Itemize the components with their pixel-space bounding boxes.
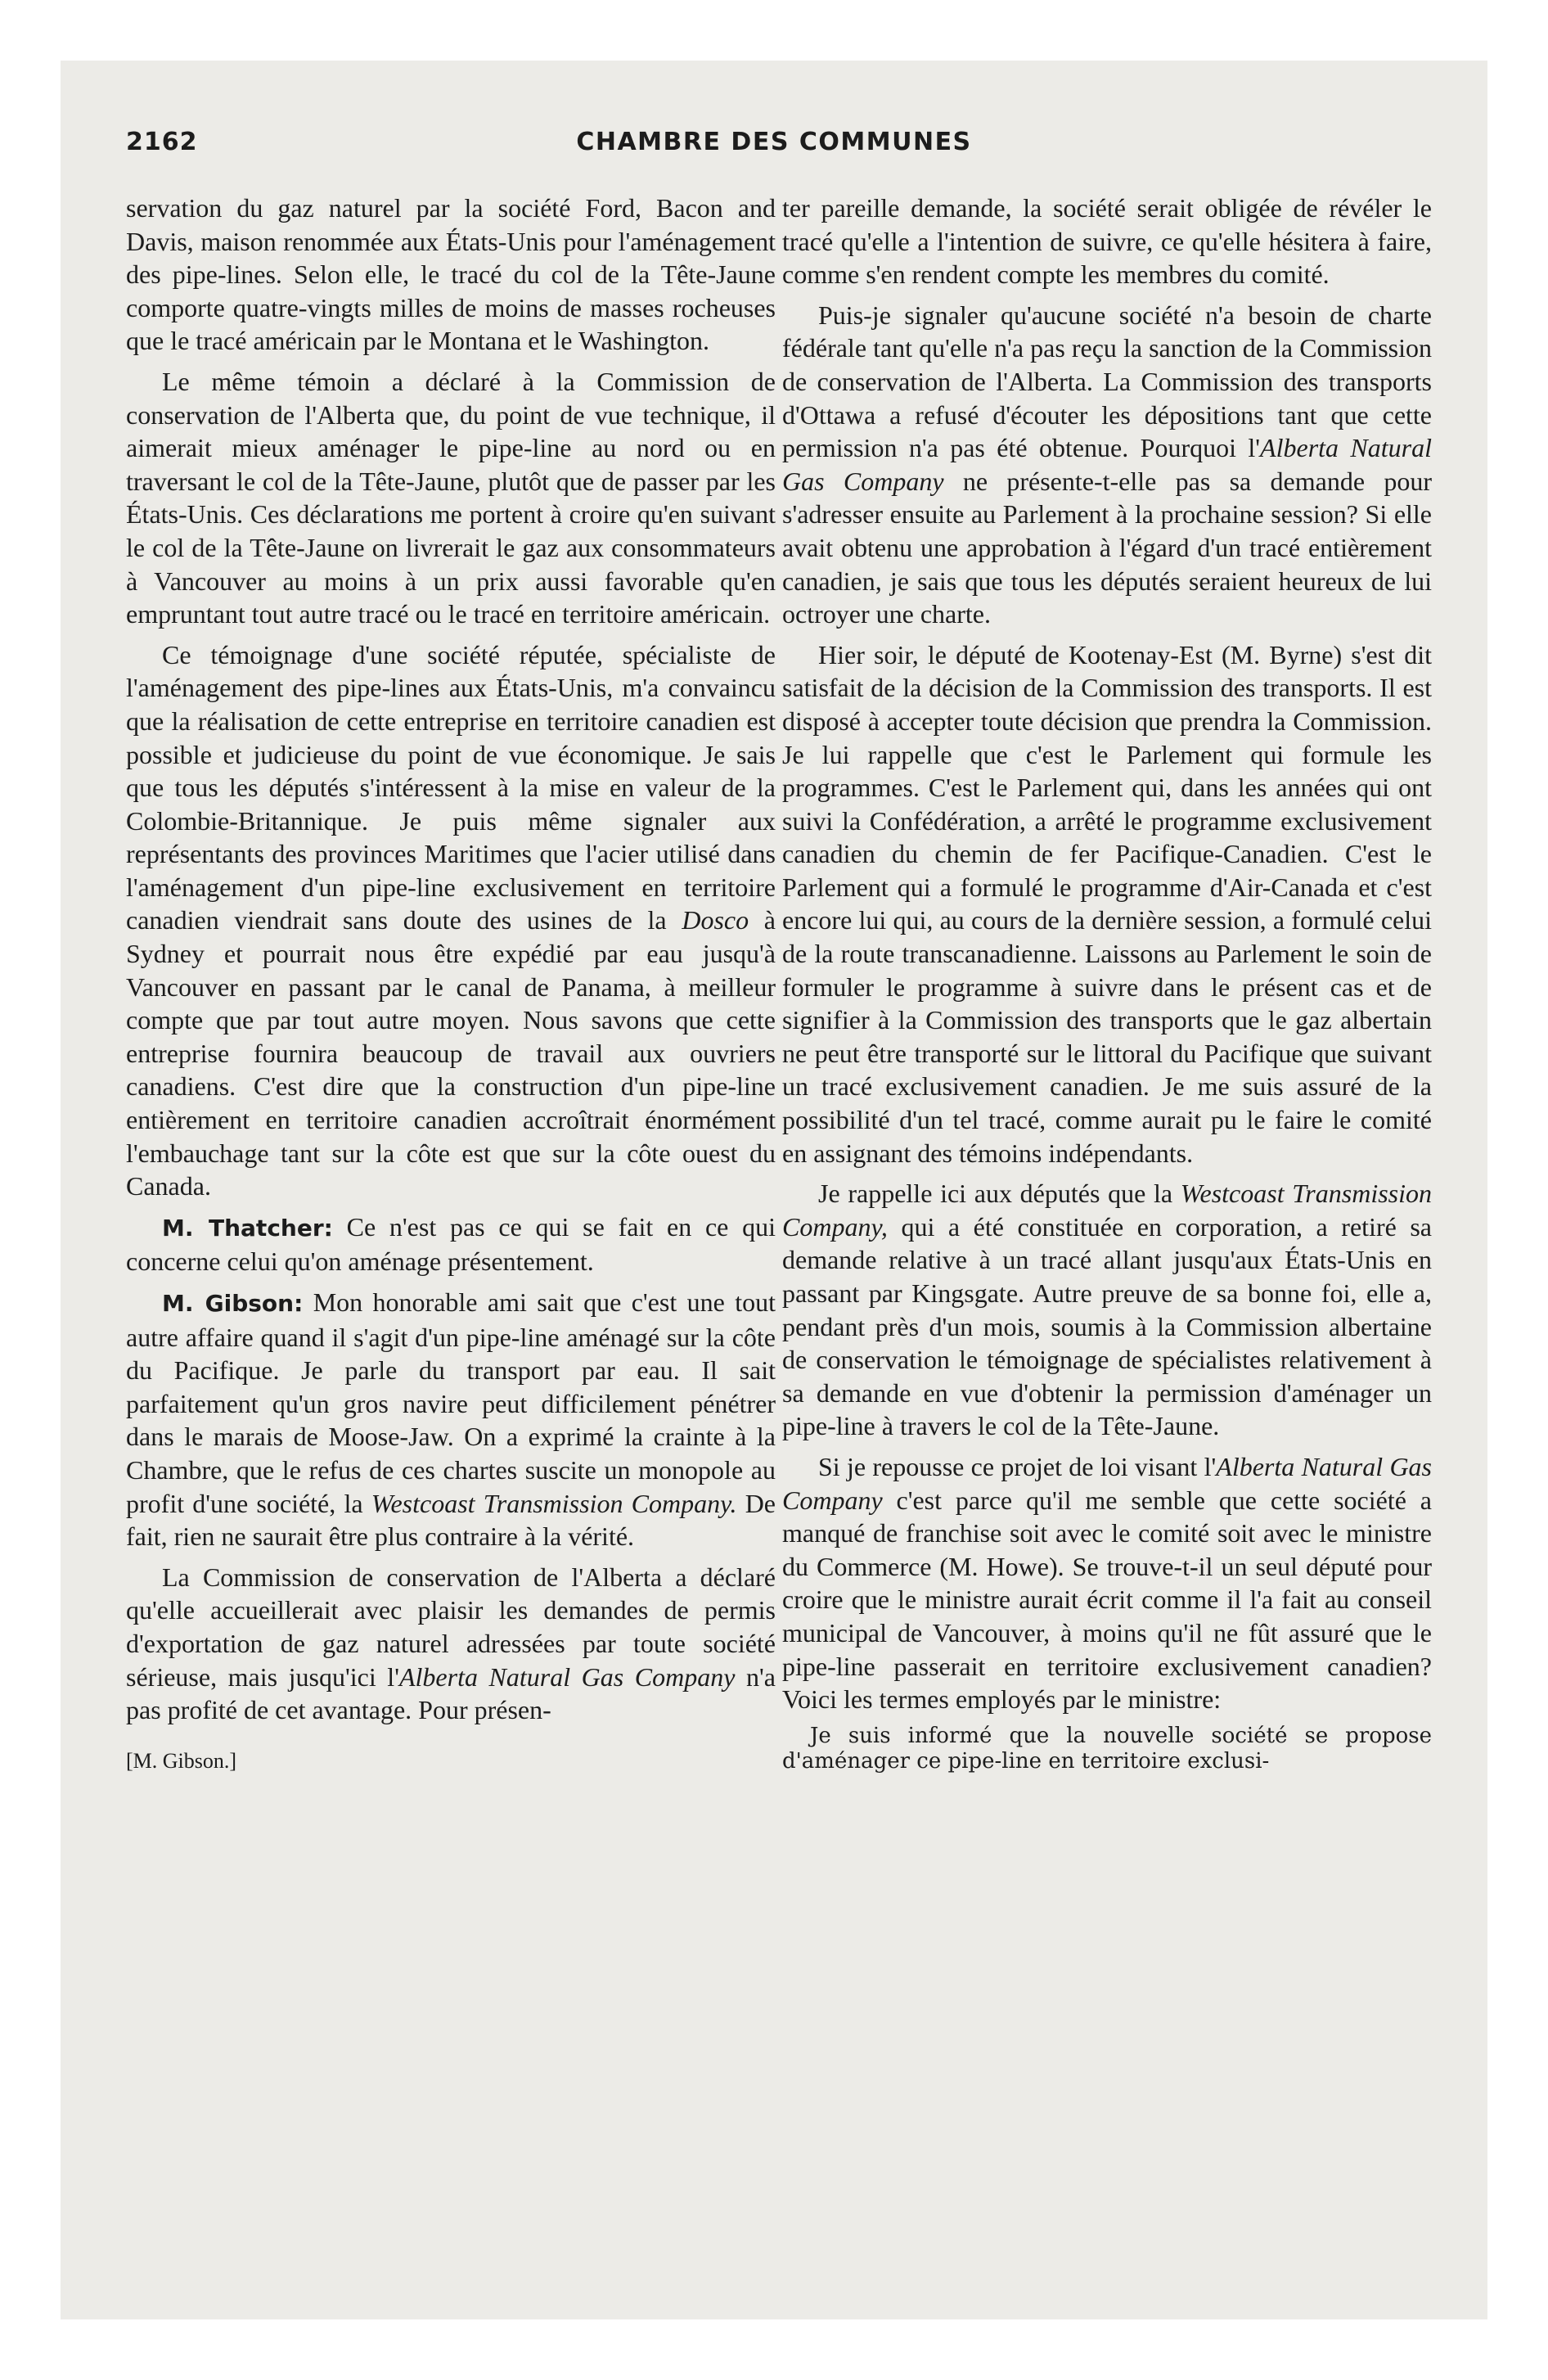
text-run: Mon honorable ami sait que c'est une tout autre affaire quand il s'agit d'un pipe-line aménagé sur la côte du Pacifique. Je parle du transport par eau. Il sait parfaitement qu'un gros navire peut difficilement pénétrer dans le marais de Moose-Jaw. On a exprimé la crainte à la Chambre, que le refus de ces chartes suscite un monopole au profit d'une société, la [126, 1287, 776, 1518]
speaker-name: M. Thatcher: [162, 1214, 333, 1242]
text-run: Ce n'est pas ce qui se fait en ce qui concerne celui qu'on aménage présentement. [126, 1211, 776, 1277]
right-column [782, 192, 1432, 1774]
italic-run: Alberta Natural Gas Company [782, 433, 1433, 496]
speaker-footer-tag: [M. Gibson.] [126, 1748, 237, 1773]
text-run: qui a été constituée en corporation, a retiré sa demande relative à un tracé allant jusqu'aux États-Unis en passant par Kingsgate. Autre preuve de sa bonne foi, elle a, pendant près d'un mois, soumis à la Commission albertaine de conservation le témoignage de spécialistes relativement à sa demande en vue d'obtenir la permission d'aménager un pipe-line à travers le col de la Tête-Jaune. [782, 1211, 1432, 1441]
italic-run: Alberta Natural Gas Company [398, 1661, 736, 1692]
paragraph: ter pareille demande, la société serait obligée de révéler le tracé qu'elle a l'intention de suivre, ce qu'elle hésitera à faire, comme s'en rendent compte les membres du comité. [782, 193, 1432, 290]
block-quote: Je suis informé que la nouvelle société se propose d'aménager ce pipe-line en territoire exclusi- [782, 1723, 1432, 1774]
speaker-name: M. Gibson: [162, 1290, 304, 1317]
text-run: De fait, rien ne saurait être plus contraire à la vérité. [126, 1488, 776, 1552]
text-run: c'est parce qu'il me semble que cette société a manqué de franchise soit avec le comité soit avec le ministre du Commerce (M. Howe). Se trouve-t-il un seul député pour croire que le ministre aurait écrit comme il l'a fait au conseil municipal de Vancouver, à moins qu'il ne fût assuré que le pipe-line passerait en territoire exclusivement canadien? Voici les termes employés par le ministre: [782, 1485, 1432, 1715]
paragraph: Le même témoin a déclaré à la Commission de conservation de l'Alberta que, du point de vue technique, il aimerait mieux aménager le pipe-line au nord ou en traversant le col de la Tête-Jaune, plutôt que de passer par les États-Unis. Ces déclarations me portent à croire qu'en suivant le col de la Tête-Jaune on livrerait le gaz aux consommateurs à Vancouver au moins à un prix aussi favorable qu'en empruntant tout autre tracé ou le tracé en territoire américain. [126, 366, 776, 629]
paragraph: Hier soir, le député de Kootenay-Est (M. Byrne) s'est dit satisfait de la décision de la Commission des transports. Il est disposé à accepter toute décision que prendra la Commission. Je lui rappelle que c'est le Parlement qui formule les programmes. C'est le Parlement qui, dans les années qui ont suivi la Confédération, a arrêté le programme exclusivement canadien du chemin de fer Pacifique-Canadien. C'est le Parlement qui a formulé le programme d'Air-Canada et c'est encore lui qui, au cours de la dernière session, a formulé celui de la route transcanadienne. Laissons au Parlement le soin de formuler le programme à suivre dans le présent cas et de signifier à la Commission des transports que le gaz albertain ne peut être transporté sur le littoral du Pacifique que suivant un tracé exclusivement canadien. Je me suis assuré de la possibilité d'un tel tracé, comme aurait pu le faire le comité en assignant des témoins indépendants. [782, 639, 1432, 1168]
text-run: La Commission de conservation de l'Alberta a déclaré qu'elle accueillerait avec plaisir les demandes de permis d'exportation de gaz naturel adressées par toute société sérieuse, mais jusqu'ici l' [126, 1562, 776, 1692]
text-run: ne présente-t-elle pas sa demande pour s'adresser ensuite au Parlement à la prochaine session? Si elle avait obtenu une approbation à l'égard d'un tracé entièrement canadien, je sais que tous les députés seraient heureux de lui octroyer une charte. [782, 466, 1433, 629]
text-run: à Sydney et pourrait nous être expédié par eau jusqu'à Vancouver en passant par le canal de Panama, à meilleur compte que par tout autre moyen. Nous savons que cette entreprise fournira beaucoup de travail aux ouvriers canadiens. C'est dire que la construction d'un pipe-line entièrement en territoire canadien accroîtrait énormément l'embauchage tant sur la côte est que sur la côte ouest du Canada. [126, 905, 776, 1201]
text-run: Puis-je signaler qu'aucune société n'a besoin de charte fédérale tant qu'elle n'a pas reçu la sanction de la Commission de conservation de l'Alberta. La Commission des transports d'Ottawa a refusé d'écouter les dépositions tant que cette permission n'a pas été obtenue. Pourquoi l' [782, 300, 1432, 463]
speech-paragraph [126, 1286, 776, 1553]
page-header [126, 128, 1422, 169]
left-column [126, 192, 776, 1778]
italic-run: Westcoast Transmission Company, [782, 1179, 1433, 1242]
italic-run: Dosco [682, 905, 749, 935]
text-run: Je rappelle ici aux députés que la [818, 1179, 1181, 1209]
italic-run: Westcoast Transmission Company. [371, 1488, 737, 1518]
text-run: n'a pas profité de cet avantage. Pour présen- [126, 1661, 776, 1725]
paragraph [782, 1177, 1432, 1443]
running-head: CHAMBRE DES COMMUNES [576, 128, 972, 156]
text-run: Si je repousse ce projet de loi visant l' [818, 1451, 1217, 1481]
speech-paragraph [126, 1210, 776, 1278]
paragraph [782, 299, 1432, 631]
text-run: Ce témoignage d'une société réputée, spécialiste de l'aménagement des pipe-lines aux États-Unis, m'a convaincu que la réalisation de cette entreprise en territoire canadien est possible et judicieuse du point de vue économique. Je sais que tous les députés s'intéressent à la mise en valeur de la Colombie-Britannique. Je puis même signaler aux représentants des provinces Maritimes que l'acier utilisé dans l'aménagement d'un pipe-line exclusivement en territoire canadien viendrait sans doute des usines de la [126, 639, 776, 935]
paragraph [782, 1450, 1432, 1716]
paragraph [126, 1561, 776, 1727]
paragraph: servation du gaz naturel par la société Ford, Bacon and Davis, maison renommée aux États-Unis pour l'aménagement des pipe-lines. Selon elle, le tracé du col de la Tête-Jaune comporte quatre-vingts milles de moins de masses rocheuses que le tracé américain par le Montana et le Washington. [126, 193, 776, 356]
scanned-page [61, 61, 1487, 2319]
paragraph [126, 638, 776, 1203]
page-number: 2162 [126, 128, 198, 156]
italic-run: Alberta Natural Gas Company [782, 1451, 1433, 1515]
